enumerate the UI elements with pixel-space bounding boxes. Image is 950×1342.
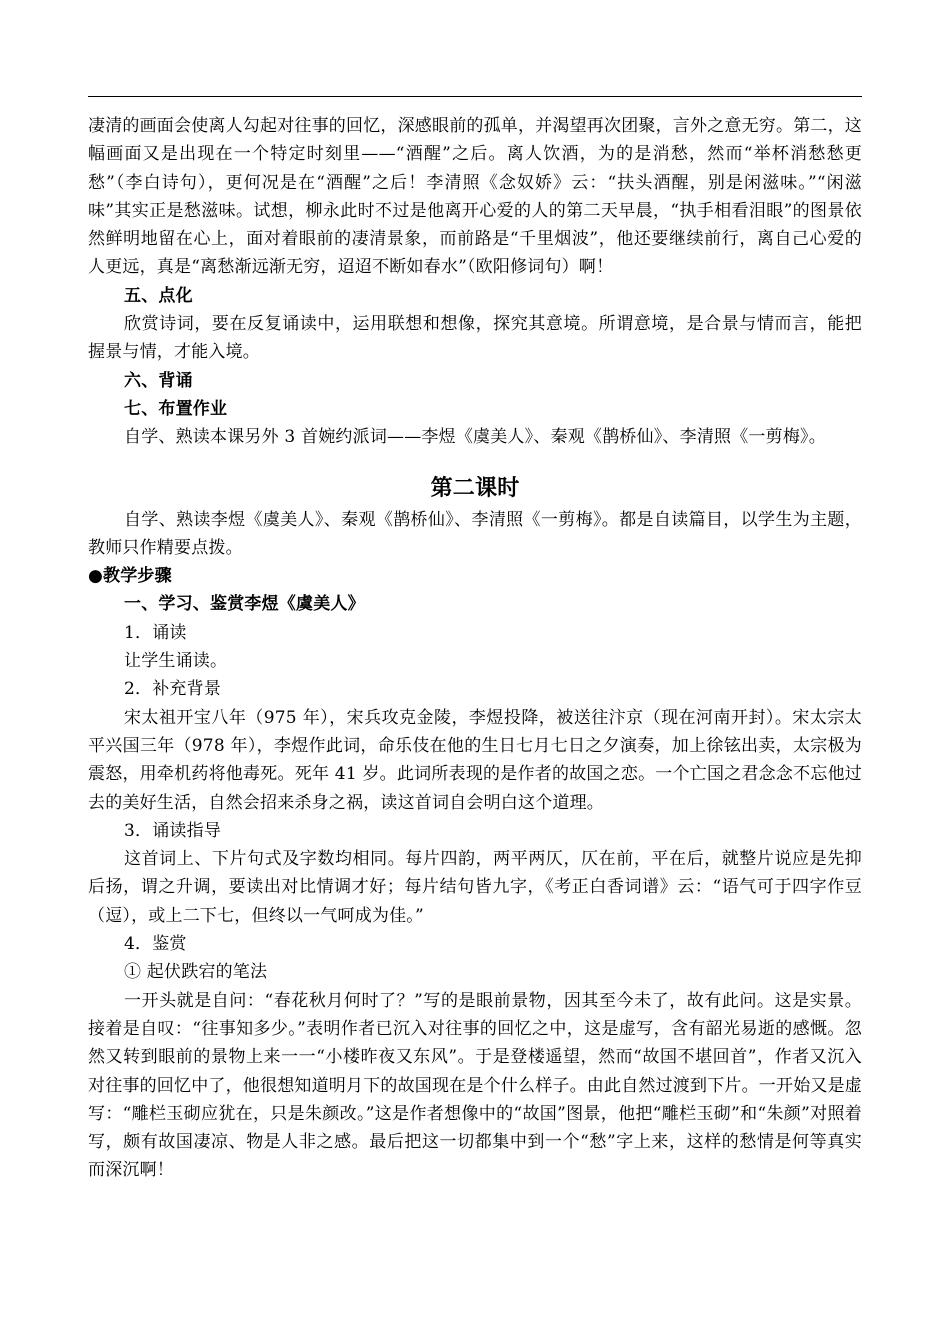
- step3-text: 这首词上、下片句式及字数均相同。每片四韵，两平两仄，仄在前，平在后，就整片说应是先抑后扬，谓之升调，要读出对比情调才好；每片结句皆九字，《考正白香词谱》云：“语气可于四字作豆（逗），或上二下七，但终以一气呵成为佳。”: [88, 849, 862, 926]
- section-heading-5: 五、点化: [124, 285, 193, 306]
- teaching-steps-heading: ●教学步骤: [88, 566, 172, 587]
- document-body: [88, 112, 862, 1185]
- step2-text: 宋太祖开宝八年（975 年），宋兵攻克金陵，李煜投降，被送往汴京（现在河南开封）。宋太宗太平兴国三年（978 年），李煜作此词，命乐伎在他的生日七月七日之夕演奏，加上徐铉出卖，太宗极为震怒，用牵机药将他毒死。死年 41 岁。此词所表现的是作者的故国之恋。一个亡国之君念念不忘他过去的美好生活，自然会招来杀身之祸，读这首词自会明白这个道理。: [88, 707, 862, 813]
- lesson-title: 第二课时: [430, 474, 520, 501]
- part1-heading: 一、学习、鉴赏李煜《虞美人》: [124, 594, 365, 615]
- step1-text: 让学生诵读。: [124, 651, 228, 672]
- header-rule: [88, 96, 862, 97]
- section-heading-7: 七、布置作业: [124, 398, 228, 419]
- paragraph-homework: 自学、熟读本课另外 3 首婉约派词——李煜《虞美人》、秦观《鹊桥仙》、李清照《一剪梅》。: [124, 427, 826, 448]
- step2-heading: 2．补充背景: [124, 679, 222, 700]
- section-heading-6: 六、背诵: [124, 370, 193, 391]
- step4-subheading: ① 起伏跌宕的笔法: [124, 962, 268, 983]
- step1-heading: 1．诵读: [124, 622, 187, 643]
- step4-heading: 4．鉴赏: [124, 934, 187, 955]
- paragraph-lesson-intro: 自学、熟读李煜《虞美人》、秦观《鹊桥仙》、李清照《一剪梅》。都是自读篇目，以学生为主题，教师只作精要点拨。: [88, 509, 862, 558]
- paragraph-dianhua: 欣赏诗词，要在反复诵读中，运用联想和想像，探究其意境。所谓意境，是合景与情而言，能把握景与情，才能入境。: [88, 314, 862, 363]
- step4-text: 一开头就是自问：“春花秋月何时了？”写的是眼前景物，因其至今未了，故有此问。这是实景。接着是自叹：“往事知多少。”表明作者已沉入对往事的回忆之中，这是虚写，含有韶光易逝的感慨。忽然又转到眼前的景物上来一一“小楼昨夜又东风”。于是登楼遥望，然而“故国不堪回首”，作者又沉入对往事的回忆中了，他很想知道明月下的故国现在是个什么样子。由此自然过渡到下片。一开始又是虚写：“雕栏玉砌应犹在，只是朱颜改。”这是作者想像中的“故国”图景，他把“雕栏玉砌”和“朱颜”对照着写，颇有故国凄凉、物是人非之感。最后把这一切都集中到一个“愁”字上来，这样的愁情是何等真实而深沉啊！: [88, 990, 862, 1181]
- paragraph-analysis-continued: 凄清的画面会使离人勾起对往事的回忆，深感眼前的孤单，并渴望再次团聚，言外之意无穷。第二，这幅画面又是出现在一个特定时刻里——“酒醒”之后。离人饮酒，为的是消愁，然而“举杯消愁愁更愁”（李白诗句），更何况是在“酒醒”之后！李清照《念奴娇》云：“扶头酒醒，别是闲滋味。”“闲滋味”其实正是愁滋味。试想，柳永此时不过是他离开心爱的人的第二天早晨，“执手相看泪眼”的图景依然鲜明地留在心上，面对着眼前的凄清景象，而前路是“千里烟波”，他还要继续前行，离自己心爱的人更远，真是“离愁渐远渐无穷，迢迢不断如春水”（欧阳修词句）啊！: [88, 116, 862, 278]
- step3-heading: 3．诵读指导: [124, 820, 222, 841]
